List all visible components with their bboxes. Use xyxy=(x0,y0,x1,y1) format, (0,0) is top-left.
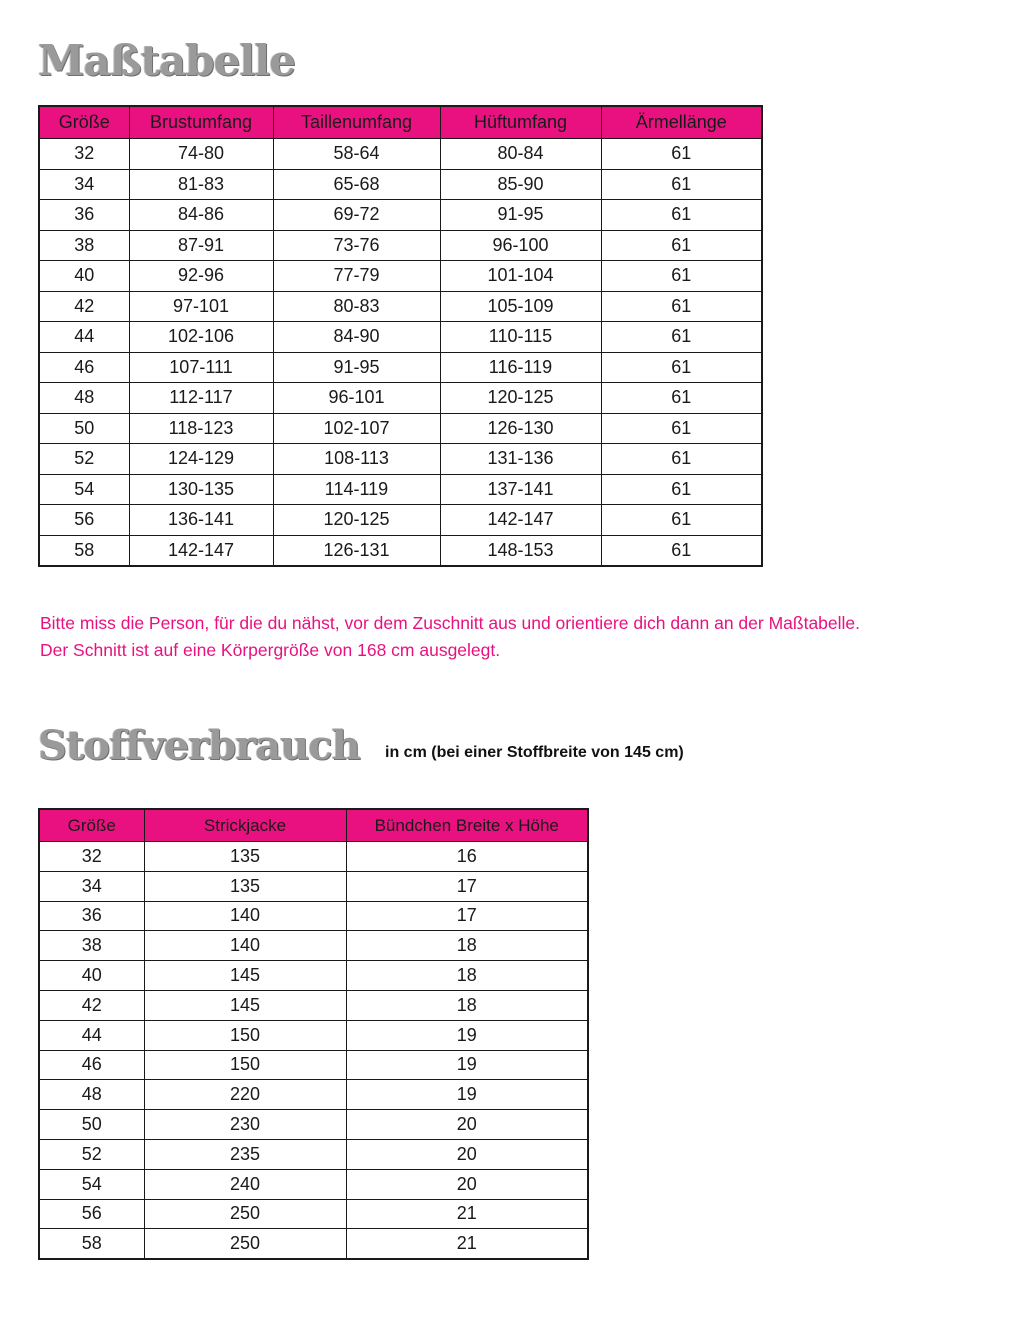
masstabelle-row xyxy=(39,444,762,475)
masstabelle-cell: 80-84 xyxy=(440,139,601,170)
masstabelle-cell: 61 xyxy=(601,383,762,414)
stoffverbrauch-cell: 20 xyxy=(346,1169,588,1199)
stoffverbrauch-cell: 16 xyxy=(346,842,588,872)
masstabelle-cell: 101-104 xyxy=(440,261,601,292)
masstabelle-row xyxy=(39,200,762,231)
masstabelle-cell: 50 xyxy=(39,413,129,444)
stoffverbrauch-cell: 220 xyxy=(144,1080,346,1110)
masstabelle-cell: 61 xyxy=(601,413,762,444)
stoffverbrauch-row xyxy=(39,901,588,931)
stoffverbrauch-cell: 145 xyxy=(144,990,346,1020)
masstabelle-row xyxy=(39,169,762,200)
masstabelle-cell: 84-86 xyxy=(129,200,273,231)
masstabelle-cell: 118-123 xyxy=(129,413,273,444)
stoffverbrauch-cell: 19 xyxy=(346,1050,588,1080)
masstabelle-cell: 102-107 xyxy=(273,413,440,444)
masstabelle-cell: 61 xyxy=(601,230,762,261)
masstabelle-cell: 61 xyxy=(601,322,762,353)
masstabelle-cell: 61 xyxy=(601,291,762,322)
stoffverbrauch-header-cell: Bündchen Breite x Höhe xyxy=(346,809,588,842)
masstabelle-cell: 126-130 xyxy=(440,413,601,444)
masstabelle-cell: 142-147 xyxy=(440,505,601,536)
stoffverbrauch-header-cell: Größe xyxy=(39,809,144,842)
stoffverbrauch-cell: 18 xyxy=(346,961,588,991)
masstabelle-cell: 58-64 xyxy=(273,139,440,170)
stoffverbrauch-cell: 52 xyxy=(39,1139,144,1169)
stoffverbrauch-cell: 135 xyxy=(144,842,346,872)
masstabelle-table xyxy=(38,105,763,567)
stoffverbrauch-cell: 36 xyxy=(39,901,144,931)
masstabelle-cell: 34 xyxy=(39,169,129,200)
stoffverbrauch-cell: 54 xyxy=(39,1169,144,1199)
masstabelle-header-cell: Taillenumfang xyxy=(273,106,440,139)
stoffverbrauch-cell: 250 xyxy=(144,1229,346,1259)
masstabelle-cell: 48 xyxy=(39,383,129,414)
stoffverbrauch-cell: 21 xyxy=(346,1229,588,1259)
stoffverbrauch-row xyxy=(39,842,588,872)
masstabelle-cell: 61 xyxy=(601,139,762,170)
stoffverbrauch-row xyxy=(39,1050,588,1080)
masstabelle-cell: 97-101 xyxy=(129,291,273,322)
masstabelle-cell: 61 xyxy=(601,261,762,292)
stoffverbrauch-cell: 250 xyxy=(144,1199,346,1229)
masstabelle-cell: 38 xyxy=(39,230,129,261)
masstabelle-cell: 61 xyxy=(601,444,762,475)
masstabelle-cell: 74-80 xyxy=(129,139,273,170)
stoffverbrauch-row xyxy=(39,1169,588,1199)
stoffverbrauch-cell: 56 xyxy=(39,1199,144,1229)
masstabelle-row xyxy=(39,413,762,444)
masstabelle-cell: 58 xyxy=(39,535,129,566)
stoffverbrauch-cell: 50 xyxy=(39,1110,144,1140)
masstabelle-cell: 120-125 xyxy=(440,383,601,414)
masstabelle-cell: 148-153 xyxy=(440,535,601,566)
masstabelle-row xyxy=(39,352,762,383)
stoffverbrauch-cell: 46 xyxy=(39,1050,144,1080)
masstabelle-cell: 80-83 xyxy=(273,291,440,322)
stoffverbrauch-cell: 150 xyxy=(144,1020,346,1050)
stoffverbrauch-row xyxy=(39,1199,588,1229)
stoffverbrauch-cell: 19 xyxy=(346,1080,588,1110)
stoffverbrauch-cell: 17 xyxy=(346,901,588,931)
stoffverbrauch-header xyxy=(39,809,588,842)
stoffverbrauch-cell: 18 xyxy=(346,931,588,961)
masstabelle-row xyxy=(39,291,762,322)
masstabelle-cell: 36 xyxy=(39,200,129,231)
measurement-note: Bitte miss die Person, für die du nähst, vor dem Zuschnitt aus und orientiere dich dann an der Maßtabelle. xyxy=(40,613,861,633)
masstabelle-cell: 92-96 xyxy=(129,261,273,292)
stoffverbrauch-cell: 19 xyxy=(346,1020,588,1050)
stoffverbrauch-cell: 235 xyxy=(144,1139,346,1169)
stoffverbrauch-row xyxy=(39,1229,588,1259)
masstabelle-cell: 84-90 xyxy=(273,322,440,353)
stoffverbrauch-cell: 150 xyxy=(144,1050,346,1080)
stoffverbrauch-subtitle: in cm (bei einer Stoffbreite von 145 cm) xyxy=(385,744,684,761)
masstabelle-cell: 116-119 xyxy=(440,352,601,383)
stoffverbrauch-body xyxy=(39,842,588,1260)
stoffverbrauch-title: Stoffverbrauch xyxy=(38,722,360,769)
masstabelle-cell: 137-141 xyxy=(440,474,601,505)
stoffverbrauch-cell: 240 xyxy=(144,1169,346,1199)
masstabelle-row xyxy=(39,322,762,353)
stoffverbrauch-cell: 44 xyxy=(39,1020,144,1050)
masstabelle-cell: 108-113 xyxy=(273,444,440,475)
stoffverbrauch-cell: 135 xyxy=(144,871,346,901)
masstabelle-cell: 102-106 xyxy=(129,322,273,353)
stoffverbrauch-cell: 20 xyxy=(346,1139,588,1169)
masstabelle-cell: 107-111 xyxy=(129,352,273,383)
masstabelle-cell: 91-95 xyxy=(273,352,440,383)
masstabelle-cell: 52 xyxy=(39,444,129,475)
stoffverbrauch-row xyxy=(39,1020,588,1050)
masstabelle-cell: 61 xyxy=(601,505,762,536)
masstabelle-cell: 40 xyxy=(39,261,129,292)
stoffverbrauch-cell: 42 xyxy=(39,990,144,1020)
masstabelle-row xyxy=(39,535,762,566)
masstabelle-cell: 44 xyxy=(39,322,129,353)
stoffverbrauch-cell: 48 xyxy=(39,1080,144,1110)
masstabelle-cell: 54 xyxy=(39,474,129,505)
stoffverbrauch-cell: 21 xyxy=(346,1199,588,1229)
masstabelle-cell: 73-76 xyxy=(273,230,440,261)
stoffverbrauch-row xyxy=(39,990,588,1020)
masstabelle-cell: 61 xyxy=(601,535,762,566)
masstabelle-cell: 105-109 xyxy=(440,291,601,322)
stoffverbrauch-table xyxy=(38,808,589,1260)
masstabelle-cell: 142-147 xyxy=(129,535,273,566)
masstabelle-cell: 85-90 xyxy=(440,169,601,200)
masstabelle-row xyxy=(39,230,762,261)
masstabelle-cell: 46 xyxy=(39,352,129,383)
stoffverbrauch-row xyxy=(39,1080,588,1110)
stoffverbrauch-cell: 17 xyxy=(346,871,588,901)
masstabelle-cell: 96-100 xyxy=(440,230,601,261)
masstabelle-cell: 69-72 xyxy=(273,200,440,231)
stoffverbrauch-row xyxy=(39,961,588,991)
stoffverbrauch-cell: 40 xyxy=(39,961,144,991)
masstabelle-cell: 32 xyxy=(39,139,129,170)
stoffverbrauch-cell: 230 xyxy=(144,1110,346,1140)
stoffverbrauch-cell: 140 xyxy=(144,931,346,961)
masstabelle-cell: 124-129 xyxy=(129,444,273,475)
masstabelle-cell: 56 xyxy=(39,505,129,536)
stoffverbrauch-cell: 32 xyxy=(39,842,144,872)
stoffverbrauch-row xyxy=(39,931,588,961)
masstabelle-cell: 96-101 xyxy=(273,383,440,414)
masstabelle-cell: 120-125 xyxy=(273,505,440,536)
stoffverbrauch-row xyxy=(39,871,588,901)
masstabelle-row xyxy=(39,383,762,414)
stoffverbrauch-cell: 38 xyxy=(39,931,144,961)
masstabelle-row xyxy=(39,474,762,505)
stoffverbrauch-cell: 140 xyxy=(144,901,346,931)
masstabelle-cell: 112-117 xyxy=(129,383,273,414)
masstabelle-header-cell: Größe xyxy=(39,106,129,139)
stoffverbrauch-row xyxy=(39,1110,588,1140)
masstabelle-body xyxy=(39,139,762,567)
masstabelle-cell: 87-91 xyxy=(129,230,273,261)
stoffverbrauch-cell: 34 xyxy=(39,871,144,901)
masstabelle-cell: 42 xyxy=(39,291,129,322)
masstabelle-cell: 61 xyxy=(601,169,762,200)
masstabelle-row xyxy=(39,505,762,536)
masstabelle-cell: 110-115 xyxy=(440,322,601,353)
body-height-note: Der Schnitt ist auf eine Körpergröße von 168 cm ausgelegt. xyxy=(40,640,501,660)
masstabelle-cell: 65-68 xyxy=(273,169,440,200)
masstabelle-row xyxy=(39,261,762,292)
masstabelle-header-row xyxy=(39,106,762,139)
masstabelle-cell: 130-135 xyxy=(129,474,273,505)
masstabelle-cell: 61 xyxy=(601,200,762,231)
stoffverbrauch-header-cell: Strickjacke xyxy=(144,809,346,842)
masstabelle-header-cell: Ärmellänge xyxy=(601,106,762,139)
masstabelle-cell: 131-136 xyxy=(440,444,601,475)
masstabelle-cell: 91-95 xyxy=(440,200,601,231)
stoffverbrauch-cell: 20 xyxy=(346,1110,588,1140)
masstabelle-cell: 61 xyxy=(601,352,762,383)
masstabelle-cell: 81-83 xyxy=(129,169,273,200)
masstabelle-header-cell: Brustumfang xyxy=(129,106,273,139)
masstabelle-cell: 126-131 xyxy=(273,535,440,566)
masstabelle-title: Maßtabelle xyxy=(38,36,295,85)
stoffverbrauch-cell: 18 xyxy=(346,990,588,1020)
masstabelle-cell: 77-79 xyxy=(273,261,440,292)
masstabelle-cell: 136-141 xyxy=(129,505,273,536)
masstabelle-row xyxy=(39,139,762,170)
masstabelle-header-cell: Hüftumfang xyxy=(440,106,601,139)
stoffverbrauch-cell: 58 xyxy=(39,1229,144,1259)
masstabelle-header xyxy=(39,106,762,139)
stoffverbrauch-cell: 145 xyxy=(144,961,346,991)
stoffverbrauch-header-row xyxy=(39,809,588,842)
masstabelle-cell: 61 xyxy=(601,474,762,505)
stoffverbrauch-row xyxy=(39,1139,588,1169)
masstabelle-cell: 114-119 xyxy=(273,474,440,505)
